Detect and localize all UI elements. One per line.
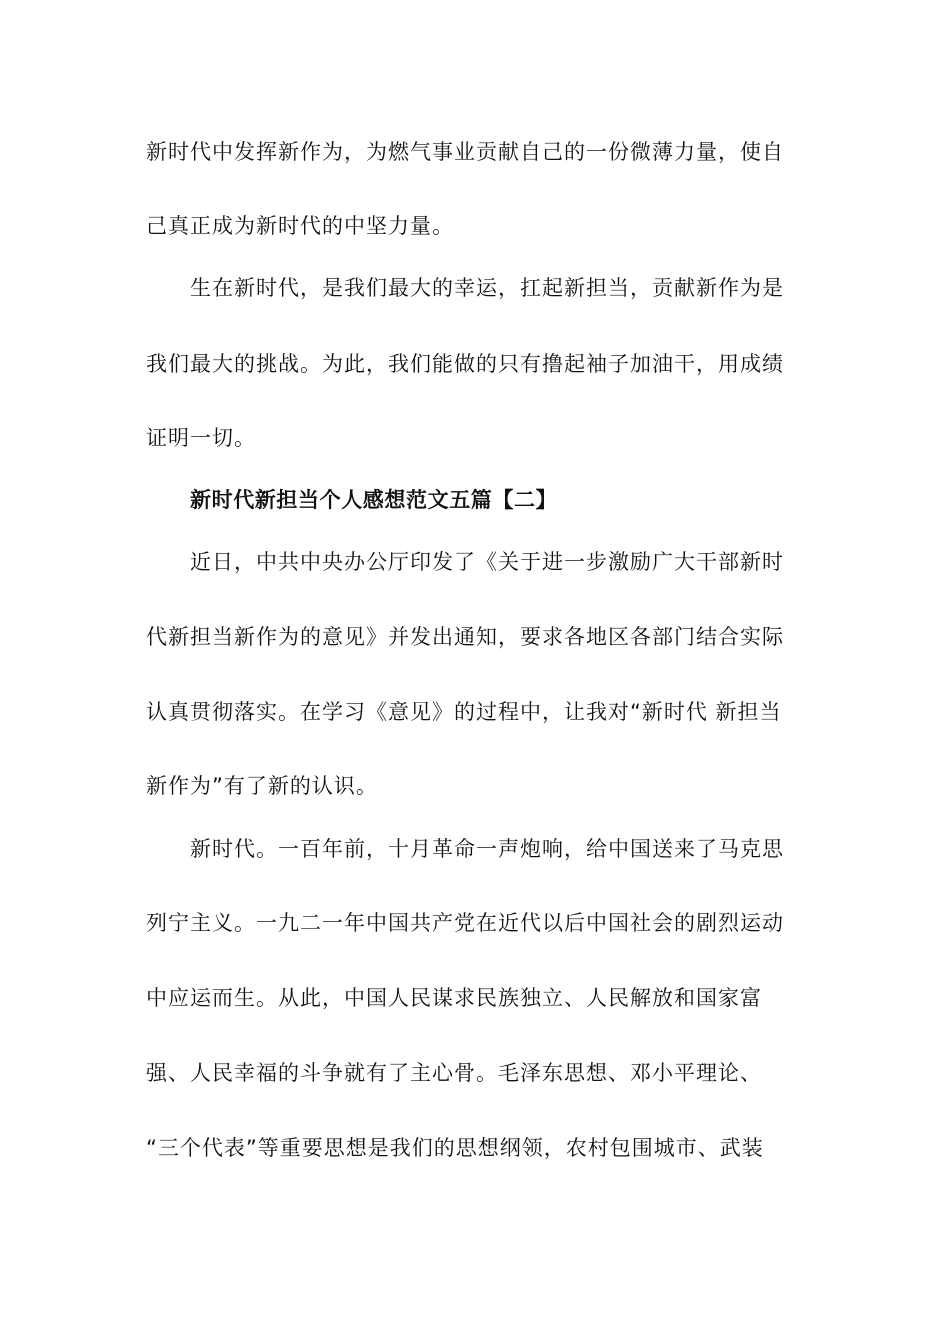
- paragraph-line: 证明一切。: [146, 426, 256, 450]
- paragraph-line: 强、人民幸福的斗争就有了主心骨。毛泽东思想、邓小平理论、: [146, 1061, 762, 1085]
- paragraph-line: 中应运而生。从此，中国人民谋求民族独立、人民解放和国家富: [146, 986, 762, 1010]
- paragraph-line: 生在新时代，是我们最大的幸运，扛起新担当，贡献新作为是: [190, 276, 784, 300]
- paragraph-line: 新时代中发挥新作为，为燃气事业贡献自己的一份微薄力量，使自: [146, 140, 784, 164]
- paragraph-line: 我们最大的挑战。为此，我们能做的只有撸起袖子加油干，用成绩: [146, 352, 784, 376]
- paragraph-line: 己真正成为新时代的中坚力量。: [146, 214, 454, 238]
- paragraph-line: 认真贯彻落实。在学习《意见》的过程中，让我对“新时代 新担当: [146, 700, 782, 724]
- paragraph-line: “三个代表”等重要思想是我们的思想纲领，农村包围城市、武装: [146, 1136, 764, 1160]
- paragraph-line: 新时代。一百年前，十月革命一声炮响，给中国送来了马克思: [190, 837, 784, 861]
- section-heading: 新时代新担当个人感想范文五篇【二】: [190, 488, 558, 512]
- paragraph-line: 代新担当新作为的意见》并发出通知，要求各地区各部门结合实际: [146, 625, 784, 649]
- paragraph-line: 新作为”有了新的认识。: [146, 774, 378, 798]
- paragraph-line: 近日，中共中央办公厅印发了《关于进一步激励广大干部新时: [190, 550, 784, 574]
- paragraph-line: 列宁主义。一九二一年中国共产党在近代以后中国社会的剧烈运动: [146, 911, 784, 935]
